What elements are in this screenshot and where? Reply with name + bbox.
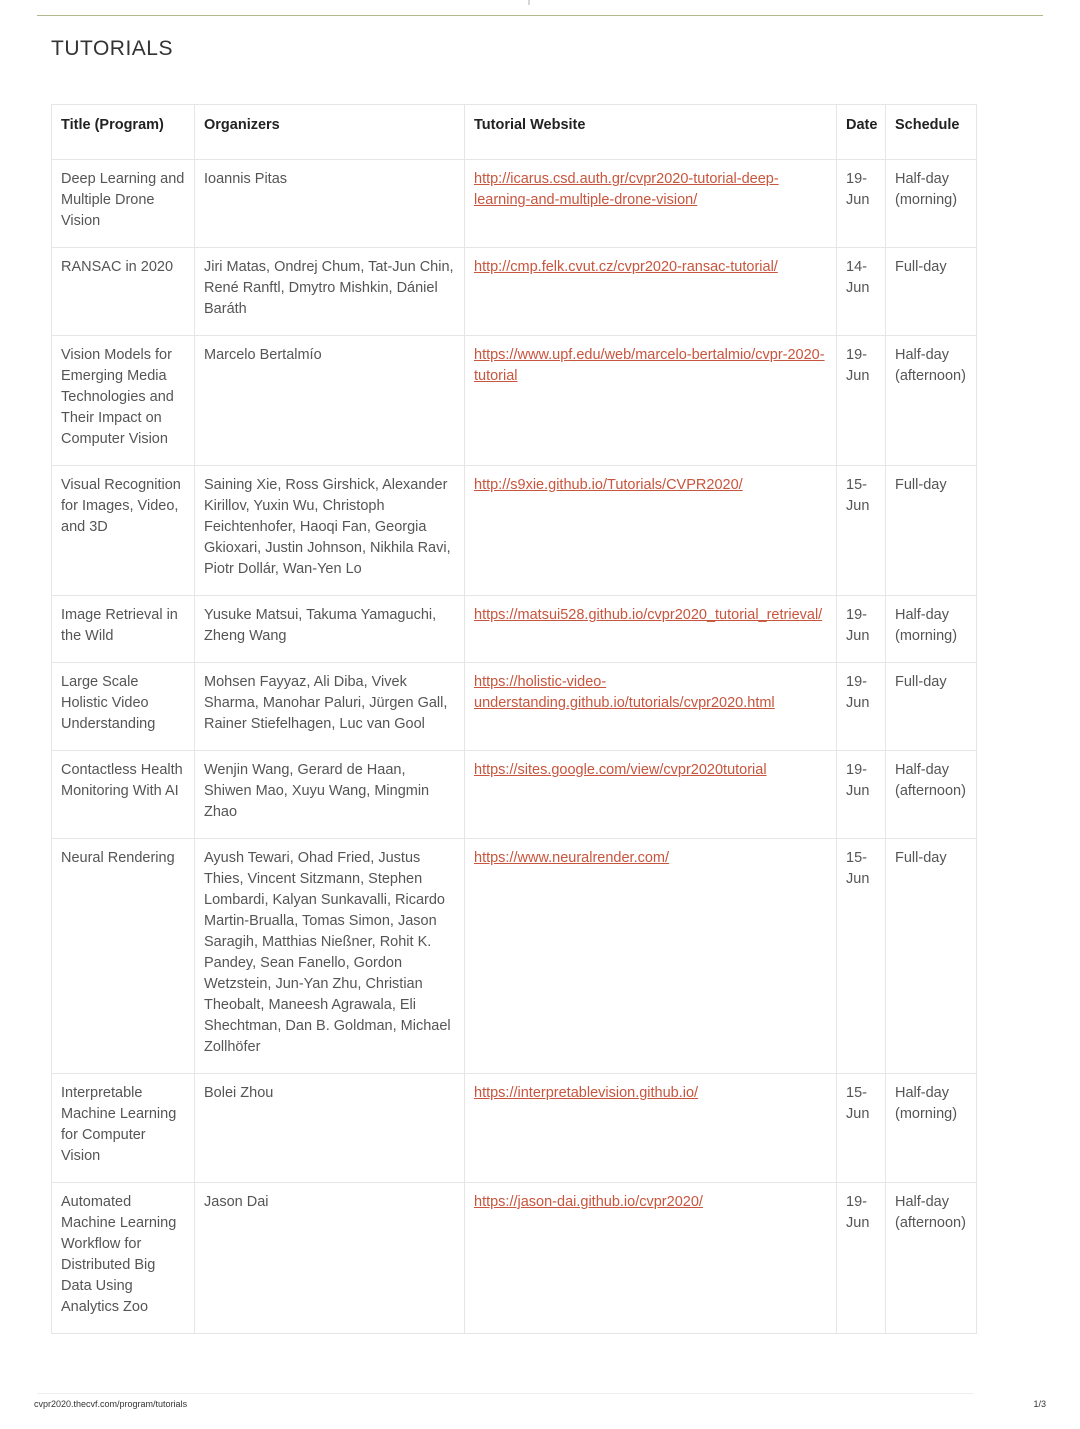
tutorial-date: 15-Jun xyxy=(837,1074,886,1183)
tutorial-website-link[interactable]: https://www.neuralrender.com/ xyxy=(474,850,670,866)
tutorial-website-link[interactable]: https://www.upf.edu/web/marcelo-bertalmio/cvpr-2020-tutorial xyxy=(474,347,825,384)
tutorial-website-link[interactable]: http://cmp.felk.cvut.cz/cvpr2020-ransac-tutorial/ xyxy=(474,259,778,275)
footer-divider xyxy=(37,1393,974,1394)
tutorial-schedule: Half-day (afternoon) xyxy=(886,751,977,839)
tutorial-website-link[interactable]: http://s9xie.github.io/Tutorials/CVPR2020/ xyxy=(474,477,743,493)
tutorial-organizers: Bolei Zhou xyxy=(195,1074,465,1183)
top-edge-mark xyxy=(528,0,530,5)
tutorial-schedule: Half-day (afternoon) xyxy=(886,1183,977,1334)
tutorial-website-link[interactable]: https://interpretablevision.github.io/ xyxy=(474,1085,699,1101)
tutorial-website-cell xyxy=(465,751,837,839)
tutorial-website-cell xyxy=(465,663,837,751)
tutorial-website-cell xyxy=(465,596,837,663)
table-row xyxy=(52,839,977,1074)
tutorial-title: Neural Rendering xyxy=(52,839,195,1074)
tutorial-website-cell xyxy=(465,466,837,596)
tutorial-date: 15-Jun xyxy=(837,466,886,596)
tutorial-organizers: Wenjin Wang, Gerard de Haan, Shiwen Mao, Xuyu Wang, Mingmin Zhao xyxy=(195,751,465,839)
footer-page-number: 1/3 xyxy=(1033,1399,1046,1409)
tutorials-table xyxy=(51,104,977,1334)
tutorial-date: 19-Jun xyxy=(837,1183,886,1334)
tutorial-organizers: Mohsen Fayyaz, Ali Diba, Vivek Sharma, Manohar Paluri, Jürgen Gall, Rainer Stiefelhagen, Luc van Gool xyxy=(195,663,465,751)
tutorial-website-link[interactable]: https://jason-dai.github.io/cvpr2020/ xyxy=(474,1194,703,1210)
header-schedule: Schedule xyxy=(886,105,977,160)
tutorial-title: Vision Models for Emerging Media Technologies and Their Impact on Computer Vision xyxy=(52,336,195,466)
tutorial-website-link[interactable]: https://sites.google.com/view/cvpr2020tutorial xyxy=(474,762,767,778)
tutorial-title: RANSAC in 2020 xyxy=(52,248,195,336)
tutorial-schedule: Full-day xyxy=(886,839,977,1074)
header-date: Date xyxy=(837,105,886,160)
tutorial-schedule: Half-day (morning) xyxy=(886,596,977,663)
tutorial-organizers: Yusuke Matsui, Takuma Yamaguchi, Zheng Wang xyxy=(195,596,465,663)
table-row xyxy=(52,751,977,839)
table-row xyxy=(52,663,977,751)
tutorial-organizers: Saining Xie, Ross Girshick, Alexander Kirillov, Yuxin Wu, Christoph Feichtenhofer, Haoqi Fan, Georgia Gkioxari, Justin Johnson, Nikhila Ravi, Piotr Dollár, Wan-Yen Lo xyxy=(195,466,465,596)
tutorial-date: 14-Jun xyxy=(837,248,886,336)
tutorial-title: Deep Learning and Multiple Drone Vision xyxy=(52,160,195,248)
tutorial-organizers: Jason Dai xyxy=(195,1183,465,1334)
tutorial-schedule: Full-day xyxy=(886,663,977,751)
table-row xyxy=(52,1183,977,1334)
table-row xyxy=(52,466,977,596)
tutorial-website-cell xyxy=(465,160,837,248)
tutorial-website-link[interactable]: https://matsui528.github.io/cvpr2020_tutorial_retrieval/ xyxy=(474,607,823,623)
tutorial-title: Large Scale Holistic Video Understanding xyxy=(52,663,195,751)
tutorial-website-cell xyxy=(465,1074,837,1183)
table-header-row xyxy=(52,105,977,160)
tutorial-title: Image Retrieval in the Wild xyxy=(52,596,195,663)
tutorial-schedule: Half-day (morning) xyxy=(886,160,977,248)
tutorial-organizers: Ayush Tewari, Ohad Fried, Justus Thies, Vincent Sitzmann, Stephen Lombardi, Kalyan Sunkavalli, Ricardo Martin-Brualla, Tomas Simon, Jason Saragih, Matthias Nießner, Rohit K. Pandey, Sean Fanello, Gordon Wetzstein, Jun-Yan Zhu, Christian Theobalt, Maneesh Agrawala, Eli Shechtman, Dan B. Goldman, Michael Zollhöfer xyxy=(195,839,465,1074)
tutorial-organizers: Jiri Matas, Ondrej Chum, Tat-Jun Chin, René Ranftl, Dmytro Mishkin, Dániel Baráth xyxy=(195,248,465,336)
footer-url: cvpr2020.thecvf.com/program/tutorials xyxy=(34,1399,188,1409)
tutorial-schedule: Half-day (morning) xyxy=(886,1074,977,1183)
tutorial-date: 19-Jun xyxy=(837,596,886,663)
table-row xyxy=(52,248,977,336)
tutorial-schedule: Full-day xyxy=(886,248,977,336)
table-row xyxy=(52,336,977,466)
tutorial-date: 19-Jun xyxy=(837,160,886,248)
top-divider xyxy=(37,15,1043,16)
page-title: TUTORIALS xyxy=(51,37,173,60)
header-title: Title (Program) xyxy=(52,105,195,160)
tutorial-schedule: Half-day (afternoon) xyxy=(886,336,977,466)
header-organizers: Organizers xyxy=(195,105,465,160)
tutorial-date: 19-Jun xyxy=(837,663,886,751)
table-row xyxy=(52,1074,977,1183)
tutorial-website-link[interactable]: https://holistic-video-understanding.github.io/tutorials/cvpr2020.html xyxy=(474,674,775,711)
tutorial-website-cell xyxy=(465,248,837,336)
tutorial-website-link[interactable]: http://icarus.csd.auth.gr/cvpr2020-tutorial-deep-learning-and-multiple-drone-vision/ xyxy=(474,171,779,208)
header-website: Tutorial Website xyxy=(465,105,837,160)
tutorial-website-cell xyxy=(465,336,837,466)
table-row xyxy=(52,160,977,248)
tutorial-date: 19-Jun xyxy=(837,336,886,466)
tutorial-title: Interpretable Machine Learning for Computer Vision xyxy=(52,1074,195,1183)
tutorial-schedule: Full-day xyxy=(886,466,977,596)
tutorial-date: 19-Jun xyxy=(837,751,886,839)
tutorial-title: Visual Recognition for Images, Video, and 3D xyxy=(52,466,195,596)
table-row xyxy=(52,596,977,663)
tutorial-title: Automated Machine Learning Workflow for Distributed Big Data Using Analytics Zoo xyxy=(52,1183,195,1334)
tutorial-website-cell xyxy=(465,839,837,1074)
tutorial-title: Contactless Health Monitoring With AI xyxy=(52,751,195,839)
tutorial-organizers: Ioannis Pitas xyxy=(195,160,465,248)
tutorial-organizers: Marcelo Bertalmío xyxy=(195,336,465,466)
tutorial-date: 15-Jun xyxy=(837,839,886,1074)
tutorial-website-cell xyxy=(465,1183,837,1334)
